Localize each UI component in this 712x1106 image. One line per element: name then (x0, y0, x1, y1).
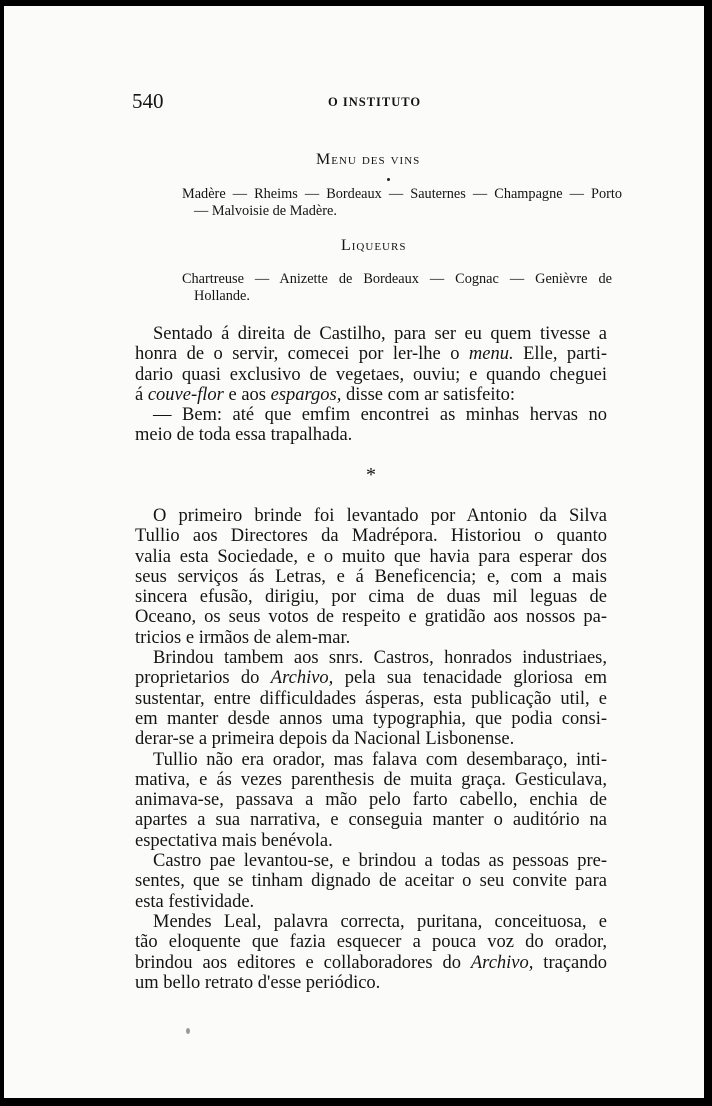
text-line: Tullio aos Directores da Madrépora. Historiou o quanto (135, 526, 607, 547)
text-line: Castro pae levantou-se, e brindou a todas as pessoas pre- (153, 851, 607, 872)
text-line: espectativa mais benévola. (135, 830, 333, 851)
text-line: á couve-flor e aos espargos, disse com ar satisfeito: (135, 384, 516, 405)
text-line: sincera efusão, dirigiu, por cima de duas mil leguas de (135, 587, 607, 608)
text-line: — Bem: até que emfim encontrei as minhas hervas no (153, 405, 607, 426)
liqueur-list (182, 271, 612, 305)
text-line: valia esta Sociedade, e o muito que havia para esperar dos (135, 546, 607, 567)
text-line: esta festividade. (135, 891, 255, 912)
ink-dot (387, 178, 390, 181)
page-number: 540 (132, 89, 164, 113)
wine-list (182, 186, 622, 220)
liqueurs-heading: Liqueurs (341, 237, 407, 254)
text-line: Tullio não era orador, mas falava com desembaraço, inti- (153, 749, 607, 770)
text-line: derar-se a primeira depois da Nacional Lisbonense. (135, 729, 515, 750)
text-line: Mendes Leal, palavra correcta, puritana, conceituosa, e (153, 911, 607, 932)
text-line: mativa, e ás vezes parenthesis de muita graça. Gesticulava, (135, 769, 607, 790)
text-line: honra de o servir, comecei por ler-lhe o menu. Elle, parti- (135, 344, 607, 365)
text-line: animava-se, passava a mão pelo farto cabello, enchia de (135, 790, 607, 811)
text-line: meio de toda essa trapalhada. (135, 425, 353, 446)
text-line: Sentado á direita de Castilho, para ser eu quem tivesse a (153, 324, 607, 344)
menu-heading: Menu des vins (316, 151, 421, 168)
paragraph-brindes (135, 506, 607, 993)
paper-speck (186, 1028, 190, 1034)
text-line: dario quasi exclusivo de vegetaes, ouviu; e quando cheguei (135, 364, 607, 385)
text-line: Oceano, os seus votos de respeito e gratidão aos nossos pa- (135, 607, 607, 628)
wine-list-line: Madère — Rheims — Bordeaux — Sauternes — Champagne — Porto (182, 186, 622, 202)
text-line: em manter desde annos uma typographia, que podia consi- (135, 708, 607, 729)
text-line: tão eloquente que fazia esquecer a pouca voz do orador, (135, 932, 607, 953)
text-line: seus serviços ás Letras, e á Beneficencia; e, com a mais (135, 566, 607, 587)
running-title: O INSTITUTO (328, 95, 422, 109)
text-line: um bello retrato d'esse periódico. (135, 972, 381, 993)
text-line: brindou aos editores e collaboradores do Archivo, traçando (135, 952, 607, 973)
text-line: sustentar, entre difficuldades ásperas, esta publicação util, e (135, 688, 607, 709)
wine-list-line: — Malvoisie de Madère. (194, 203, 337, 219)
book-page (4, 6, 704, 1098)
text-line: tricios e irmãos de alem-mar. (135, 627, 351, 648)
section-separator: * (366, 464, 376, 486)
liqueur-list-line: Chartreuse — Anizette de Bordeaux — Cognac — Genièvre de (182, 271, 612, 287)
text-line: sentes, que se tinham dignado de aceitar o seu convite para (135, 871, 607, 892)
liqueur-list-line: Hollande. (194, 288, 250, 304)
text-line: apartes a sua narrativa, e conseguia manter o auditório na (135, 810, 607, 831)
text-line: O primeiro brinde foi levantado por Antonio da Silva (153, 506, 607, 526)
paragraph-castilho (135, 324, 607, 446)
text-line: proprietarios do Archivo, pela sua tenacidade gloriosa em (135, 668, 607, 689)
text-line: Brindou tambem aos snrs. Castros, honrados industriaes, (153, 648, 607, 669)
